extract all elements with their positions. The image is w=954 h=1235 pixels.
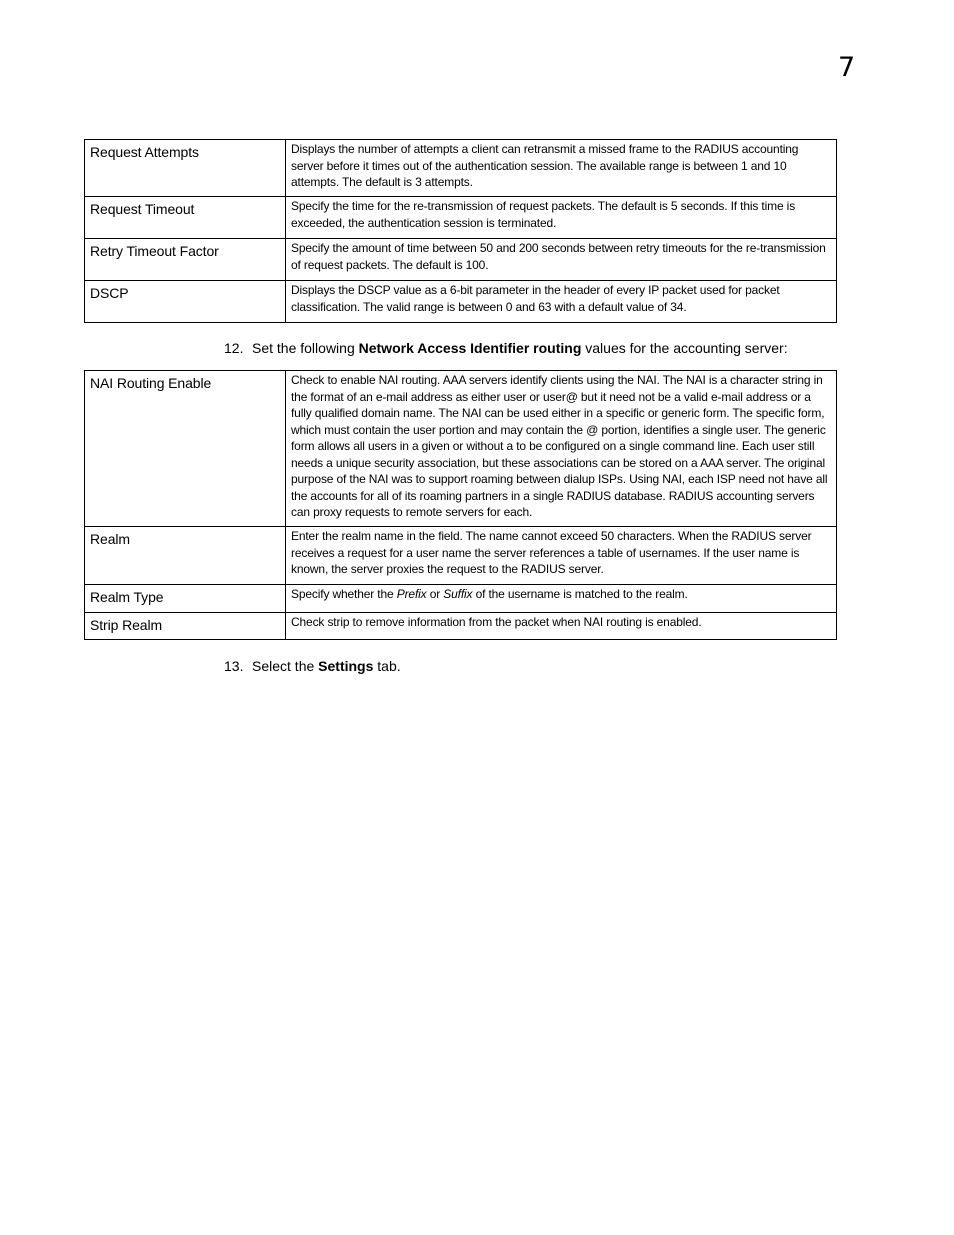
parameter-description: Displays the number of attempts a client can retransmit a missed frame to the RADIUS accounting server before it times out of the authentication session. The available range is between 1 and 10 attempts. The default is 3 attempts. — [286, 140, 837, 197]
description-text: Specify whether the — [291, 587, 397, 601]
table-row — [85, 140, 837, 197]
table-row — [85, 197, 837, 239]
parameter-description: Enter the realm name in the field. The name cannot exceed 50 characters. When the RADIUS server receives a request for a user name the server references a table of usernames. If the user name is known, the server proxies the request to the RADIUS server. — [286, 527, 837, 585]
description-italic-prefix: Prefix — [396, 587, 427, 601]
table-row — [85, 585, 837, 613]
step-12-instruction — [224, 339, 788, 357]
parameter-name: Realm Type — [85, 585, 286, 613]
step-number: 12. — [224, 340, 244, 356]
parameter-name: DSCP — [85, 281, 286, 323]
step-bold-term: Network Access Identifier routing — [358, 340, 582, 356]
table-row — [85, 613, 837, 640]
parameter-name: Request Timeout — [85, 197, 286, 239]
description-italic-suffix: Suffix — [443, 587, 473, 601]
parameter-name: Retry Timeout Factor — [85, 239, 286, 281]
parameter-description: Check to enable NAI routing. AAA servers identify clients using the NAI. The NAI is a character string in the format of an e-mail address as either user or user@ but it need not be a valid e-mail address or a fully qualified domain name. The NAI can be used either in a specific or generic form. The specific form, which must contain the user portion and may contain the @ portion, identifies a single user. The generic form allows all users in a given or without a to be configured on a single command line. Each user still needs a unique security association, but these associations can be stored on a AAA server. The original purpose of the NAI was to support roaming between dialup ISPs. Using NAI, each ISP need not have all the accounts for all of its roaming partners in a single RADIUS database. RADIUS accounting servers can proxy requests to remote servers for each. — [286, 371, 837, 527]
parameter-description: Displays the DSCP value as a 6-bit parameter in the header of every IP packet used for packet classification. The valid range is between 0 and 63 with a default value of 34. — [286, 281, 837, 323]
step-text: values for the accounting server: — [581, 340, 788, 356]
table-row — [85, 527, 837, 585]
chapter-number: 7 — [838, 52, 856, 83]
parameter-description: Specify the amount of time between 50 and 200 seconds between retry timeouts for the re-transmission of request packets. The default is 100. — [286, 239, 837, 281]
parameter-name: Realm — [85, 527, 286, 585]
step-text: Set the following — [252, 340, 359, 356]
table-row — [85, 371, 837, 527]
parameter-name: NAI Routing Enable — [85, 371, 286, 527]
accounting-parameters-table — [84, 139, 837, 323]
step-text: tab. — [373, 658, 401, 674]
parameter-description — [286, 585, 837, 613]
description-text: or — [426, 587, 444, 601]
step-bold-term: Settings — [318, 658, 374, 674]
parameter-name: Request Attempts — [85, 140, 286, 197]
parameter-description: Specify the time for the re-transmission of request packets. The default is 5 seconds. If this time is exceeded, the authentication session is terminated. — [286, 197, 837, 239]
parameter-description: Check strip to remove information from the packet when NAI routing is enabled. — [286, 613, 837, 640]
table-row — [85, 239, 837, 281]
table-row — [85, 281, 837, 323]
step-number: 13. — [224, 658, 244, 674]
description-text: of the username is matched to the realm. — [472, 587, 688, 601]
step-text: Select the — [252, 658, 319, 674]
parameter-name: Strip Realm — [85, 613, 286, 640]
nai-routing-table — [84, 370, 837, 640]
step-13-instruction — [224, 657, 401, 675]
